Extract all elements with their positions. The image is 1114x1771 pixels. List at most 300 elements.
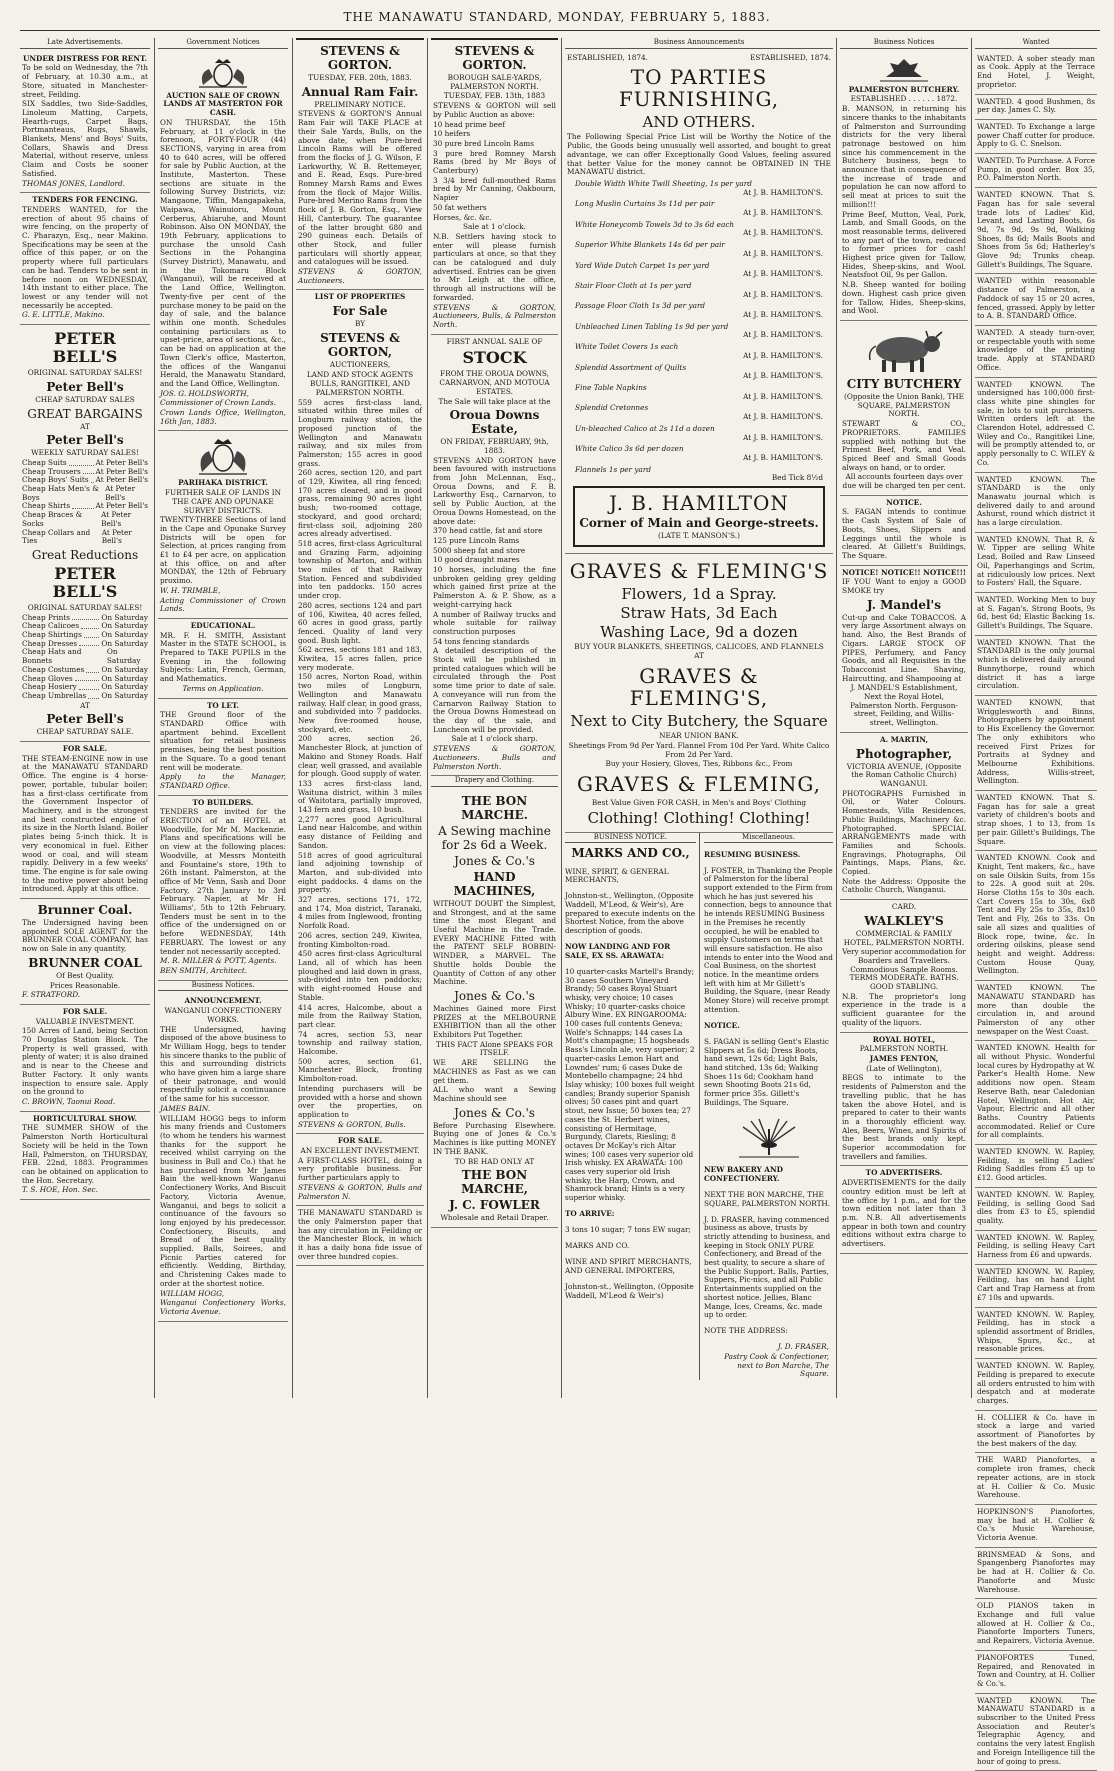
list-item-value: On Saturday [101,682,148,692]
property-item: 559 acres first-class land, situated within three miles of Longburn railway station, the proposed junction of the Wellington and Manawatu railway, and six miles from Palmerston; 155 acres in good grass. [298,397,422,468]
wanted-ad [975,851,1097,981]
ad-text: B. MANSON, in returning his sincere thanks to the inhabitants of Palmerston and Surrounding districts for the very liberal patronage bestowed on him since his commencement in the Butchery business, begs to announce that in consequence of the increase of trade and population he can now afford to sell meat at prices to suit the million!!! [842,104,966,209]
ad-text: WANTED KNOWN. W. Rapley, Feilding, is selling Good Sad dles from £3 to £5, splendid quality. [977,1189,1095,1225]
list-item-label: Cheap Calicoes [22,621,80,631]
ad-text: 10 quarter-casks Martell's Brandy; 30 cases Southern Vineyard Brandy; 50 cases Royal Stuart whisky, very choice; 10 cases Whisky; 10 quarter-casks choice Albury Wine. EX RINGAROOMA: 100 cases full contents Geneva; Wolfe's Schnapps; 144 cases La Mott's champagne; 15 hogsheads Bass's Lincoln ale, very superior; 2 quarter-casks Lemon Hart and Lowndes' rum; 6 cases Duke de Montebello champagne; 24 hhd Islay whisky; 100 boxes full weight candles; Brandy superior Spanish olives; 50 cases pint and quart stout, new Issue; 50 boxes tea; 27 cases the St. Herbert wines, consisting of Hermitage, Burgundy, Clarets, Riesling; 8 octaves Dr McKay's rich Altar wines; 100 cases very superior old Irish whisky. EX ARAWATA: 100 cases very superior old Irish whisky, the Harp, Crown, and Shamrock brand; Hints is a very superior whisky. [565,966,695,1203]
ad-text: Sheetings From 9d Per Yard. Flannel From 10d Per Yard. White Calico From 2d Per Yard. [568,740,830,759]
ad-text: WANTED. To Purchase. A Force Pump, in good order. Box 35, P.O. Palmerston North. [977,156,1095,183]
property-item: 206 acres, section 249, Kiwitea, fronting Kimbolton-road. [298,930,422,949]
section-header: Government Notices [158,38,288,49]
price-item-label: Passage Floor Cloth 1s 3d per yard [575,301,706,311]
ad-text: STEWART & CO., PROPRIETORS. FAMILIES supplied with nothing but the Primest Beef, Pork, and Veal. Spiced Beef and Small Goods always on hand, or to order. [842,419,966,472]
section-header: Business Notices [840,38,968,49]
ad-text: J. MANDEL'S Establishment, Next the Royal Hotel, Palmerston North. Ferguson-street, Feilding, and Willis-street, Wellington. [850,683,958,728]
ad-title: RESUMING BUSINESS. [704,849,801,859]
ad-display-title: WALKLEY'S [864,913,944,928]
leader-dots [86,666,99,673]
list-item-label: Cheap Prints [22,612,71,622]
price-item-seller: At J. B. HAMILTON'S. [743,187,823,197]
stock-item: A number of Railway trucks and whole suitable for railway construction purposes [433,609,556,636]
wanted-ad [975,473,1097,533]
property-item: 562 acres, sections 181 and 183, Kiwitea, 15 acres fallen, price very moderate. [298,645,422,672]
ad-subtitle: WANGANUI CONFECTIONERY WORKS. [164,1006,282,1024]
established-left: ESTABLISHED, 1874. [567,52,648,62]
ad-text: Very superior accommodation for Boarders and Travellers. Commodious Sample Rooms. TERMS MODERATE. BATHS. GOOD STABLING. [842,947,966,992]
ad-title: FOR SALE. [337,1136,383,1146]
ad-text: A FIRST-CLASS HOTEL, doing a very profitable business. For further particulars apply to [298,1155,422,1183]
ad-display-subtitle: Clothing! Clothing! Clothing! [587,808,811,827]
ad-display-title: J. B. HAMILTON [609,491,789,516]
leader-dots [81,622,99,629]
list-item-label: Cheap Suits [22,457,67,467]
ad-subtitle: Terms on Application. [182,683,264,693]
ad-text: WANTED KNOWN. The STANDARD is the only Manawatu journal which is delivered daily to and around Ashurst, round which district it has a large circulation. [977,474,1095,528]
ad-title: TO ADVERTISERS. [865,1168,943,1178]
borough-sale-ad [431,38,558,335]
ad-text: PHOTOGRAPHS Furnished in Oil, or Water Colours. Homesteads, Villa Residences, Public Buildings, Machinery &c. Photographed. SPECIAL ARRANGEMENTS made with Families and Schools. Engravings, Photographs, Oil Paintings, Maps, Plans, &c. Copied. [842,788,966,877]
list-item-value: At Peter Bell's [101,527,132,546]
ad-display-title: THE BON MARCHE, [461,1168,528,1197]
column-5 [565,38,833,1398]
ad-text: ALL who want a Sewing Machine should see [433,1085,556,1103]
wanted-ad [975,274,1097,326]
ad-title: NOTICE. [886,497,922,507]
ad-text: MR. F. H. SMITH, Assistant Master in the STATE SCHOOL, is Prepared to TAKE PUPILS in the Evening in the following Subjects: Latin, French, German, and Mathematics. [160,630,286,684]
advertisers-notice [840,1166,968,1253]
wheat-sheaf-icon [729,1115,809,1159]
wanted-ad [975,636,1097,696]
ad-text: Cut-up and Cake TOBACCOS. A very large Assortment always on hand. Also, the Best Brands of Cigars. LARGE STOCK OF PIPES, Perfumery, and Fancy Goods, and all Requisites in the Tobacconist Line. Shaving, Haircutting, and Shampooing at [842,612,966,683]
list-item [22,511,148,528]
section-header: Drapery and Clothing. [431,776,558,787]
property-item: 2,277 acres good Agricultural Land near Halcombe, and within easy distance of Feilding and Sandon. [298,814,422,850]
price-item [575,180,823,197]
section-header: Business Notices. [158,981,288,992]
ad-subtitle: VALUABLE INVESTMENT. [35,1016,135,1026]
price-item [575,262,823,279]
walkley-hotel-ad [840,900,968,1032]
column-rule [561,38,562,1398]
section-header: Wanted [975,38,1097,49]
wanted-ad [975,1651,1097,1694]
mandel-ad [840,566,968,733]
price-item-label: Un-bleached Calico at 2s 11d a dozen [575,423,715,433]
hamilton-box [573,486,825,547]
column-6 [840,38,968,1398]
ad-title: NOTICE. [704,1020,740,1030]
property-item: 518 acres of good agricultural land adjoining township of Marton, and sub-divided into eight paddocks. 4 dams on the property. [298,850,422,895]
ad-text: The Undersigned having been appointed SOLE AGENT for the BRUNNER COAL COMPANY, has now on Sale in any quantity, [22,918,148,954]
ad-title: PARIHAKA DISTRICT. [178,478,268,488]
ad-text: Johnston-st., Wellington, (Opposite Waddell, M'Leod, & Weir's), Are prepared to execute indents on the Shortest Notice, from the above description of goods. [565,891,696,936]
ad-text: STEVENS & GORTON will sell by Public Auction as above: [433,101,556,119]
ad-subtitle: NEXT THE BON MARCHE, THE SQUARE, PALMERSTON NORTH. [704,1189,831,1208]
price-item-label: Stair Floor Cloth at 1s per yard [575,280,692,290]
ad-signature: Apply to the Manager, STANDARD Office. [160,772,286,790]
price-item [575,445,823,462]
ad-display-title: For Sale [332,304,388,319]
column-rule [292,38,293,1398]
ad-subtitle: BOROUGH SALE-YARDS, PALMERSTON NORTH. [447,73,542,91]
wanted-ad [975,378,1097,473]
ad-text: WANTED KNOWN, that Wrigglesworth and Binns, Photographers by appointment to His Excellency the Governor. The only exhibitors who received First Prizes for Portraits at Sydney and Melbourne Exhibitions. Address, Willis-street, Wellington. [977,698,1095,786]
educational-ad [158,619,288,699]
property-item: 133 acres first-class land, Waituna district, within 3 miles of Waitotara, partially improved, 143 fern and grass, 10 bush. [298,778,422,815]
stock-item: 10 heifers [433,129,471,139]
ad-display-title: PETER BELL'S [52,329,118,367]
list-item-value: At Peter Bell's [95,466,148,476]
ad-text: SIX Saddles, two Side-Saddles, Linoleum Matting, Carpets, Hearth-rugs, Carpet Bags, Portmanteaus, Rugs, Shawls, Blankets, Mens' and Boys' Suits, Collars, Shawls and Dress Material, without reserve, unless Claim and Costs be sooner Satisfied. [22,99,148,178]
ad-text: S. FAGAN intends to continue the Cash System of Sale of Boots, Shoes, Slippers and Leggings until the whole is cleared. At Gillett's Buildings, The Square. [842,507,966,560]
ad-text: WANTED KNOWN. W. Rapley, Feilding is prepared to execute all orders entrusted to him with despatch and at moderate charges. [977,1361,1096,1405]
ad-signature: Acting Commissioner of Crown Lands. [160,595,286,614]
ad-subtitle: THIS FACT Alone SPEAKS FOR ITSELF. [435,1039,554,1058]
ad-text: Note the Address: Opposite the Catholic Church, Wanganui. [842,876,966,895]
ad-text: OLD PIANOS taken in Exchange and full value allowed at H. Collier & Co., Pianoforte Importers Tuners, and Repairers, Victoria Avenue. [977,1601,1095,1646]
price-item-seller: At J. B. HAMILTON'S. [743,391,823,401]
leader-dots [72,502,93,509]
ad-subtitle: PRELIMINARY NOTICE. [314,99,406,109]
property-item: 500 acres, section 61, Manchester Block, fronting Kimbolton-road. [298,1056,422,1084]
royal-hotel-ad [840,1033,968,1167]
ad-display-title: J. C. FOWLER [449,1198,540,1213]
ad-display-title: Jones & Co.'s [454,1105,535,1120]
peter-bell-ad [20,325,150,742]
ad-subtitle: BUY YOUR BLANKETS, SHEETINGS, CALICOES, AND FLANNELS [574,641,824,651]
properties-ad [296,290,424,1134]
wanted-ad [975,593,1097,636]
list-item-label: Cheap Hosiery [22,682,77,692]
price-item [575,221,823,238]
ad-signature: STEVENS & GORTON, Auctioneers. [298,267,422,285]
ad-subtitle: Prices Reasonable. [49,980,121,990]
stock-item: Horses, &c. &c. [433,212,492,222]
ad-text: Machines Gained more First PRIZES at the MELBOURNE EXHIBITION than all the other Exhibitors Put Together. [433,1003,556,1040]
ad-text: WANTED. A steady turn-over, or respectable youth with some knowledge of the printing trade. Apply at STANDARD Office. [977,327,1095,372]
ad-signature: JAMES BAIN. [160,1103,211,1113]
price-item-seller: At J. B. HAMILTON'S. [743,248,823,258]
price-item-label: Splendid Cretonnes [575,403,649,413]
stock-item: 370 head cattle, fat and store [433,526,543,536]
ad-display-title: BRUNNER COAL [28,955,142,970]
standard-notice-ad [296,1206,424,1266]
ad-text: WANTED KNOWN. Health for all without Physic. Wonderful local cures by Hydropathy at W. Parker's Health Home. New additions now open. Steam Reserve Bath, near Caledonian Hotel, Wellington. Hot Air, Vapour, Electric and all other Baths. Country Patients accommodated. Relief or Cure for all complaints. [977,1043,1095,1140]
price-list [567,180,831,483]
ad-text: WANTED KNOWN. That R. & W. Tipper are selling White Lead, Boiled and Raw Linseed Oil, Paperhangings and Scrim, at ridiculously low prices. Next to Fosters' Hall, the Square. [977,534,1095,588]
ad-subtitle: Sale at 1 o'clock sharp. [451,734,538,744]
fagan-notice-ad [840,496,968,566]
ad-text: WANTED KNOWN. W. Rapley, Feilding, has on hand Light Cart and Trap Harness at from £7 10s and upwards. [977,1266,1095,1302]
wanted-ad [975,1041,1097,1145]
ad-display-title: Brunner Coal. [37,903,133,918]
wanted-ad [975,1231,1097,1265]
list-item-label: Cheap Umbrellas [22,690,87,700]
ad-subtitle: COMMERCIAL & FAMILY HOTEL, PALMERSTON NORTH. [843,928,965,947]
wanted-ad [975,696,1097,791]
ad-signature: THOMAS JONES, Landlord. [22,178,126,188]
ad-text: To be sold on Wednesday, the 7th of February, at 10.30 a.m., at Store, situated in Manchester-street, Feilding. [22,63,148,99]
ad-text: THE WARD Pianofortes, a complete iron frames, check repeater actions, are in stock at H. Collier & Co. Music Warehouse. [977,1455,1095,1500]
leader-dots [83,468,94,475]
ad-signature: J. D. FRASER, [777,1342,829,1352]
wanted-ad [975,1694,1097,1771]
steam-engine-ad [20,742,150,899]
ad-subtitle: PALMERSTON NORTH. [859,1044,949,1054]
horticultural-show-ad [20,1112,150,1200]
price-item [575,364,823,381]
ad-title: TENDERS FOR FENCING. [32,195,138,205]
ad-signature: C. BROWN, Taonui Road. [22,1096,116,1106]
ad-subtitle: Of Best Quality. [56,970,114,980]
leader-dots [88,692,99,699]
ad-display-subtitle: Straw Hats, 3d Each [620,603,778,622]
price-item [575,200,823,217]
ad-subtitle: BY [354,319,366,329]
ad-text: Intending purchasers will be provided with a horse and shown over the properties, on application to [298,1083,422,1119]
ad-title: AUCTION SALE OF CROWN LANDS AT MASTERTON FOR CASH. [163,90,283,118]
royal-crest-icon [195,57,251,89]
price-item-seller: At J. B. HAMILTON'S. [743,289,823,299]
list-item-value: On Saturday [101,630,148,640]
ad-subtitle: ESTABLISHED . . . . . . 1872. [850,94,958,104]
ad-display-title: GRAVES & FLEMING'S, [629,664,769,711]
ad-display-title: HAND MACHINES, [453,869,536,898]
wanted-ad [975,120,1097,154]
ad-signature: T. S. HOE, Hon. Sec. [22,1185,98,1195]
established-row [567,54,831,63]
ad-title: EDUCATIONAL. [190,620,256,630]
price-item [575,343,823,360]
ad-display-title: Photographer, [855,746,953,761]
ad-text: All accounts fourteen days over due will be charged ten per cent. [842,472,966,491]
ad-text: Best Value Given FOR CASH, in Men's and Boys' Clothing [591,797,807,807]
parihaka-ad [158,431,288,619]
price-item-seller: At J. B. HAMILTON'S. [743,350,823,360]
ad-title: FOR SALE. [62,1006,108,1016]
price-item-label: White Toilet Covers 1s each [575,342,679,352]
column-rule [154,38,155,1398]
price-item-label: Splendid Assortment of Quilts [575,362,687,372]
ram-fair-ad [296,38,424,290]
leader-dots [84,631,100,638]
ad-text: TWENTY-THREE Sections of land in the Cape and Opunake Survey Districts will be open for Selection, at prices ranging from £1 to £4 per acre, on application at this office, on and after MONDAY, the 12th of February proximo. [160,515,286,586]
ad-text: WANTED. A sober steady man as Cook. Apply at the Terrace End Hotel, J. Weight, proprietor. [977,53,1095,89]
ad-text: ADVERTISEMENTS for the daily country edition must be left at the office by 1 p.m., and for the town edition not later than 3 p.m. N.B. All advertisements appear in both town and country editions without extra charge to advertisers. [842,1178,966,1249]
wanted-ad [975,95,1097,120]
wanted-ad [975,1308,1097,1360]
misc-column [700,833,833,1380]
ad-text: STEVENS AND GORTON have been favoured with instructions from John McLennan, Esq., Oroua Downs, and F. B. Larkworthy Esq., Carnarvon, to sell by Public Auction, at the Oroua Downs Homestead, on the above date: [433,455,556,526]
masthead-rule [20,30,1100,31]
list-item-label: Cheap Shirtings [22,630,82,640]
ad-signature: Commissioner of Crown Lands. [160,398,276,408]
ad-subtitle: (LATE T. MANSON'S.) [658,531,740,541]
list-item-label: Cheap Hats Men's & Boys [22,484,99,502]
ad-display-title: Peter Bell's [46,379,124,394]
ad-display-title: Jones & Co.'s [454,853,535,868]
property-item: 327 acres, sections 171, 172, and 174, Moa district, Taranaki, 4 miles from Inglewood, fronting Norfolk Road. [298,895,422,931]
ad-text: WANTED KNOWN. The MANAWATU STANDARD has more than double the circulation in, and around Palmerston of any other newspaper on the West Coast. [977,983,1095,1036]
martin-photographer-ad [840,733,968,900]
stock-sale-ad [431,335,558,777]
column-2 [158,38,288,1398]
property-item: 414 acres, Halcombe, about a mile from the Railway Station, part clear. [298,1002,422,1029]
ad-text: ON THURSDAY, the 15th February, at 11 o'clock in the forenoon, FORTY-FOUR (44) SECTIONS, varying in area from 40 to 640 acres, will be offered for sale by Public Auction, at the Institute, Masterton. These sections are situate in the following Survey Districts, viz: Mangaone, Tiffin, Mangapakeha, Waipawa, Wainuioru, Mount Cerberus, Ahiaruhe, and Mount Robinson. Also ON MONDAY, the 19th February, applications to purchase the unsold Cash Sections in the Pohangina (Survey District), Manawatu, and in the Tokomaru Block (Wanganui), will be received at the Land Office, Wellington. Twenty-five per cent of the purchase money to be paid on the day of sale, and the balance within one month. Schedules containing particulars as to upset-price, area of sections, &c., can be had on application at the Town Clerk's office, Masterton, the offices of the Wanganui Herald, the Manawatu Standard, and the Land Office, Wellington. [160,117,286,388]
ad-signature: F. STRATFORD. [22,990,81,1000]
ad-text: H. COLLIER & Co. have in stock a large and varied assortment of Pianofortes by the best makers of the day. [977,1412,1095,1448]
ad-text: WILLIAM HOGG begs to inform his many friends and Customers (to whom he tenders his warmest thanks for the support he received whilst carrying on the business in Bull and Co.) that he has purchased from Mr James Bain the well-known Wanganui Confectionery Works, And Biscuit Factory, Victoria Avenue, Wanganui, and begs to solicit a continuance of the favours so long enjoyed by his predecessor. Confectionery, Biscuits, and Bread of the best quality supplied. Balls, Soirees, and Picnic Parties catered for efficiently. Wedding, Birthday, and Christening Cakes made to order at the shortest notice. [160,1113,286,1288]
bottom-split [565,833,833,1380]
price-item-seller: At J. B. HAMILTON'S. [743,269,823,279]
wanted-ad [975,326,1097,378]
price-item [575,282,823,299]
leader-dots [69,459,94,466]
stock-item: 54 tons fencing standards [433,636,530,646]
list-item-label: Cheap Gloves [22,673,73,683]
stock-item: 30 pure bred Lincoln Rams [433,138,534,148]
ad-display-title: Corner of Main and George-streets. [579,516,819,531]
property-item: 518 acres, first-class Agricultural and Grazing Farm, adjoining township of Marton, and within two miles of that Railway Station. Fenced and subdivided into ten paddocks. 150 acres under crop. [298,538,422,601]
ad-title: ANNOUNCEMENT. [184,996,262,1006]
builders-ad [158,796,288,981]
marks-column [565,833,700,1380]
price-item [575,302,823,319]
ad-text: THE Undersigned, having disposed of the above business to Mr William Hogg, begs to tender his sincere thanks to the public of this and surrounding districts who have given him a large share of their patronage, and would respectfully solicit a continuance of the same for his successor. [160,1024,286,1104]
ad-subtitle: CHEAP SATURDAY SALE. [36,727,134,737]
ad-text: TENDERS are invited for the ERECTION of an HOTEL at Woodville, for Mr M. Mackenzie. Plans and specifications will be on view at the following places: Woodville, at Messrs Monteith and Fountaine's store, 19th to 26th instant. Palmerston, at the office of Mr Venn, Sash and Door Factory, 27th January to 3rd February. Napier, at Mr H. Williams', 5th to 12th February. Tenders must be sent in to the office of the undersigned on or before WEDNESDAY, 14th FEBRUARY. The lowest or any tender not necessarily accepted. [160,807,286,956]
ad-text: Buy your Hosiery, Gloves, Ties, Ribbons &c., From [605,759,793,769]
ad-text: THE STEAM-ENGINE now in use at the MANAWATU STANDARD Office. The engine is 4 horse-power, portable, tubular boiler; has a first-class certificate from the Government Inspector of Machinery, and is the strongest and best constructed engine of its size in the North Island. Boiler plates being 5-inch thick. It is very economical in fuel. Either wood or coal, and will steam rapidly. Delivery in a few weeks' time. The engine is for sale owing to the motive power about being introduced. Apply at this office. [22,753,148,894]
to-let-ad [158,699,288,796]
ad-subtitle: ON FRIDAY, FEBRUARY, 9th, 1883. [440,437,549,455]
ad-display-title: GRAVES & FLEMING'S [569,558,829,583]
ad-title: ROYAL HOTEL, [872,1034,936,1044]
property-item: 260 acres, section 120, and part of 129, Kiwitea, all ring fenced; 170 acres cleared, and in good grass, remaining 90 acres light bush; two-roomed cottage, stockyard, and good orchard; first-class soil, adjoining 280 acres already advertised. [298,468,422,539]
ad-display-title: PETER BELL'S [52,563,118,601]
price-item-seller: At J. B. HAMILTON'S. [743,412,823,422]
list-item-value: At Peter Bell's [95,475,148,485]
ad-subtitle: FROM THE OROUA DOWNS, CARNARVON, AND MOTOUA ESTATES. [439,369,550,396]
ad-subtitle: TUESDAY, FEB. 20th, 1883. [308,73,412,82]
ad-text: A detailed description of the Stock will be published in printed catalogues which will be circulated through the Post some time prior to date of sale. A conveyance will run from the Carnarvon Railway Station to the Oroua Downs Homestead on the day of the sale, and Luncheon will be provided. [433,646,556,734]
ad-text: Before Purchasing Elsewhere. Buying one of Jones & Co.'s Machines is like putting MONEY IN THE BANK. [433,1120,556,1156]
ad-signature: STEVENS & GORTON, Bulls. [298,1119,406,1129]
list-item-value: On Saturday [101,638,148,648]
ad-title: NEW BAKERY AND CONFECTIONERY. [704,1165,783,1183]
palmerston-butchery-ad [840,52,968,321]
ad-subtitle: ORIGINAL SATURDAY SALES! [27,368,143,378]
section-header: Miscellaneous. [704,833,833,844]
ad-text: WANTED KNOWN. W. Rapley, Feilding, is selling Ladies' Riding Saddles from £5 up to £12. Good articles. [977,1147,1095,1183]
leader-dots [79,683,100,690]
ad-subtitle: FURTHER SALE OF LANDS IN THE CAPE AND OPUNAKE SURVEY DISTRICTS. [164,488,281,515]
ad-display-title: Peter Bell's [46,712,124,727]
property-item: 280 acres, sections 124 and part of 106, Kiwitea, 40 acres felled, 60 acres in good grass, partly fenced. Quality of land very good. Bush light. [298,600,422,645]
masthead: THE MANAWATU STANDARD, MONDAY, FEBRUARY 5, 1883. [343,10,771,24]
ad-title: TO BUILDERS. [192,797,254,807]
ad-subtitle: (Late of Wellington), [866,1063,942,1073]
ad-text: The Following Special Price List will be Worthy the Notice of the Public, the Goods being unusually well assorted, and bought to great advantage, we can offer Exceptionally Good Values, feeling assured that better Value for the money cannot be OBTAINED IN THE MANAWATU district. [567,132,831,177]
wanted-ad [975,981,1097,1041]
ad-subtitle: WEEKLY SATURDAY SALES! [31,448,139,458]
price-item-seller: At J. B. HAMILTON'S. [743,208,823,218]
ad-display-title: STEVENS & GORTON. [454,44,535,72]
ad-display-title: GRAVES & FLEMING, [576,771,821,796]
ad-text: S. FAGAN is selling Gent's Elastic Slippers at 5s 6d; Dress Boots, hand sewn, 12s 6d; Light Bals, hand stitched, 13s 6d; Walking Shoes 11s 6d; Cookham hand sewn Shooting Boots 21s 6d, former price 35s. Gillett's Buildings, The Square. [704,1036,829,1107]
ad-display-title: MARKS AND CO., [571,846,690,861]
column-rule [971,38,972,1398]
brunner-coal-ad [20,899,150,1005]
price-item-seller: At J. B. HAMILTON'S. [743,310,823,320]
ad-subtitle: WINE, SPIRIT, & GENERAL MERCHANTS, [565,866,669,885]
stock-item: 5000 sheep fat and store [433,545,526,555]
section-header: Business Announcements [565,38,833,49]
ad-text: WE ARE SELLING the MACHINES as Fast as we can get them. [433,1058,556,1085]
price-item-label: White Honeycomb Towels 3d to 3s 6d each [575,219,735,229]
bull-icon [862,326,946,374]
ad-subtitle: Sale at 1 o'clock. [463,222,526,232]
price-item-label: White Calico 3s 6d per dozen [575,444,684,454]
ad-signature: Wanganui Confectionery Works, Victoria Avenue. [160,1298,286,1316]
price-item-seller: At J. B. HAMILTON'S. [743,432,823,442]
ad-subtitle: NOTE THE ADDRESS: [704,1326,788,1336]
list-item-value: On Saturday [101,612,148,622]
wanted-ad [975,533,1097,593]
price-item [575,323,823,340]
list-item-label: Cheap Boys' Suits [22,475,89,485]
ad-text: WANTED KNOWN. That the STANDARD is the only journal which is delivered daily around Bunnythorpe, round which district it has a large circulation. [977,637,1095,691]
wanted-ad [975,791,1097,851]
crown-lands-ad [158,52,288,432]
list-item-label: Cheap Collars and Ties [22,527,91,546]
ad-subtitle: AT [694,651,704,661]
ad-text: THE Ground floor of the STANDARD Office with apartment behind. Excellent situation for retail business premises, being the best position in the Square. To a good tenant rent will be moderate. [160,710,286,772]
ad-display-title: STEVENS & GORTON, [320,330,400,359]
crest-icon [874,57,934,83]
distress-sale-ad [20,52,150,194]
ad-text: STEVENS & GORTON'S Annual Ram Fair will TAKE PLACE at their Sale Yards, Bulls, on the above date, when Pure-bred Lincoln Rams will be offered from the flocks of J. G. Wilson, F. Larkworthy, W. B. Rettemeyer, and E. Read, Esqs. Pure-bred Romney Marsh Rams and Ewes from the flock of Major Willis. Pure-bred Merino Rams from the flock of J. B. Gorton, Esq., View Hill, Canterbury. The guarantee of the latter brought 680 and 290 guineas each. Details of other Stock, and fuller particulars will shortly appear, and catalogues will be issued. [298,109,422,267]
ad-text: WITHOUT DOUBT the Simplest, and Strongest, and at the same time the most Elegant and Useful Machine in the Trade. EVERY MACHINE Fitted with the PATENT SELF BOBBIN-WINDER, a MARVEL. The Shuttle holds Double the Quantity of Cotton of any other Machine. [433,898,556,987]
ad-display-title: Peter Bell's [46,433,124,448]
ad-text: Prime Beef, Mutton, Veal, Pork, Lamb, and Small Goods, on the most reasonable terms, delivered to any part of the town, reduced to former prices for cash! Highest price given for Tallow, Hides, Sheep-skins, and Wool. Neatsfoot Oil, 9s per Gallon. [842,209,966,280]
price-item [575,466,823,483]
list-item-label: Cheap Dresses [22,638,78,648]
wanted-ad [975,1548,1097,1600]
price-item-label: Fine Table Napkins [575,382,647,392]
price-list [22,614,148,701]
stock-item: 3 3/4 bred full-mouthed Rams bred by Mr Canning, Oakbourn, Napier [433,175,556,203]
price-item-label: Flannels 1s per yard [575,464,651,474]
ad-signature: Johnston-st., Wellington, (Opposite Waddell, M'Leod & Weir's) [565,1281,694,1300]
ad-text: WANTED KNOWN. W. Rapley, Feilding, is selling Heavy Cart Harness from £6 and upwards. [977,1232,1095,1260]
ad-title: FOR SALE. [62,744,108,754]
price-item-label: Superior White Blankets 14s 6d per pair [575,240,725,250]
ad-signature: STEVENS & GORTON, Auctioneers, Bulls, & Palmerston North. [433,302,556,329]
ad-signature: WILLIAM HOGG, [160,1288,225,1298]
ad-text: WANTED. Working Men to buy at S. Fagan's, Strong Boots, 9s 6d, best 6d; Elastic Backing 1s. Gillett's Buildings, The Square. [977,594,1095,631]
stock-item: 10 good draught mares [433,555,520,565]
established-right: ESTABLISHED, 1874. [750,52,831,62]
list-item-value: On Saturday [101,673,148,683]
property-list [298,399,422,1084]
wanted-list [975,52,1097,1771]
ad-display-title: Annual Ram Fair. [301,84,419,99]
wanted-ad [975,188,1097,274]
ad-text: WANTED. To Exchange a large power Chaff cutter for produce. Apply to G. C. Snelson. [977,121,1095,149]
wanted-ad [975,1505,1097,1548]
ad-title: PALMERSTON BUTCHERY. [848,84,960,94]
price-item-seller: At J. B. HAMILTON'S. [743,228,823,238]
